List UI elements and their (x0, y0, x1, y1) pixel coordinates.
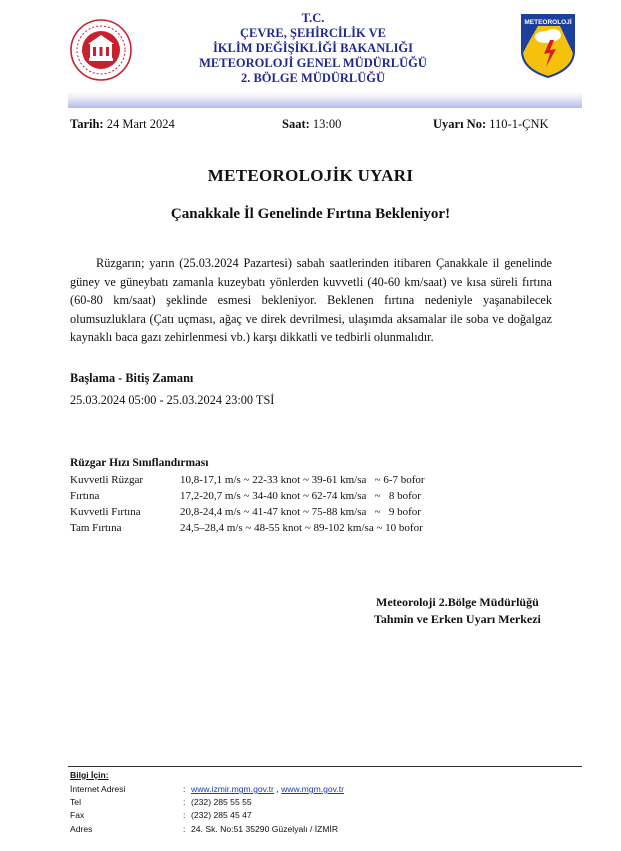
warning-number-field (433, 117, 549, 132)
time-value: 13:00 (312, 117, 342, 131)
date-value: 24 Mart 2024 (106, 117, 175, 131)
start-end-heading: Başlama - Bitiş Zamanı (70, 371, 194, 385)
header-title-block (140, 11, 486, 86)
meteoroloji-logo-text: METEOROLOJİ (524, 19, 572, 26)
time-label: Saat: (282, 117, 310, 131)
fax-label: Fax (70, 810, 85, 820)
footer-colon: : (183, 810, 186, 820)
header-ministry-line1: ÇEVRE, ŞEHİRCİLİK VE (240, 26, 386, 40)
address-label: Adres (70, 824, 93, 834)
wind-scale-name: Tam Fırtına (70, 522, 122, 534)
footer-heading: Bilgi İçin: (70, 770, 109, 780)
date-field (70, 117, 175, 132)
document-title: METEOROLOJİK UYARI (207, 166, 414, 185)
address-value: 24. Sk. No:51 35290 Güzelyalı / İZMİR (191, 824, 339, 834)
internet-label: İnternet Adresi (70, 784, 126, 794)
wind-scale-name: Fırtına (70, 490, 100, 502)
warning-number-value: 110-1-ÇNK (489, 117, 549, 131)
footer-colon: : (183, 824, 186, 834)
header-region: 2. BÖLGE MÜDÜRLÜĞÜ (240, 71, 386, 85)
footer-divider (68, 766, 582, 767)
wind-scale-name: Kuvvetli Fırtına (70, 506, 141, 518)
start-end-value: 25.03.2024 05:00 - 25.03.2024 23:00 TSİ (70, 393, 275, 407)
fax-value: (232) 285 45 47 (191, 810, 252, 820)
wind-scale-name: Kuvvetli Rüzgar (70, 474, 144, 486)
header-band (68, 92, 582, 108)
footer-colon: : (183, 784, 186, 794)
wind-scale-value: 24,5–28,4 m/s ~ 48-55 knot ~ 89-102 km/sa ~ 10 bofor (180, 522, 423, 534)
link-separator: , (273, 784, 282, 794)
ministry-logo (70, 19, 132, 81)
signature-office: Meteoroloji 2.Bölge Müdürlüğü (376, 595, 539, 609)
warning-body-text: Rüzgarın; yarın (25.03.2024 Pazartesi) sabah saatlerinden itibaren Çanakkale il genelinde güney ve güneybatı zamanla kuzeybatı yönlerden kuvvetli (40-60 km/saat) ve kısa süreli fırtına (60-80 km/saat) şeklinde esmesi bekleniyor. Beklenen fırtına nedeniyle yaşanabilecek olumsuzluklara (Çatı uçması, ağaç ve direk devrilmesi, ulaşımda aksamalar ile soba ve doğalgaz kaynaklı baca gazı zehirlenmesi vb.) karşı dikkatli ve tedbirli olunmalıdır. (70, 256, 552, 344)
tel-label: Tel (70, 797, 81, 807)
header-tc: T.C. (301, 11, 325, 25)
header-directorate: METEOROLOJİ GENEL MÜDÜRLÜĞÜ (199, 56, 427, 70)
time-field (282, 117, 341, 132)
tel-value: (232) 285 55 55 (191, 797, 252, 807)
internet-links (191, 784, 344, 794)
footer-colon: : (183, 797, 186, 807)
wind-scale-heading: Rüzgar Hızı Sınıflandırması (70, 457, 209, 469)
mgm-link[interactable]: www.mgm.gov.tr (281, 784, 344, 794)
wind-scale-value: 20,8-24,4 m/s ~ 41-47 knot ~ 75-88 km/sa ~ 9 bofor (180, 506, 421, 518)
signature-center: Tahmin ve Erken Uyarı Merkezi (374, 612, 541, 626)
date-label: Tarih: (70, 117, 104, 131)
warning-number-label: Uyarı No: (433, 117, 487, 131)
izmir-mgm-link[interactable]: www.izmir.mgm.gov.tr (191, 784, 274, 794)
header-ministry-line2: İKLİM DEĞİŞİKLİĞİ BAKANLIĞI (212, 41, 414, 55)
meteoroloji-logo (520, 13, 576, 79)
wind-scale-value: 17,2-20,7 m/s ~ 34-40 knot ~ 62-74 km/sa ~ 8 bofor (180, 490, 421, 502)
document-subtitle: Çanakkale İl Genelinde Fırtına Bekleniyor! (170, 206, 451, 222)
wind-scale-value: 10,8-17,1 m/s ~ 22-33 knot ~ 39-61 km/sa ~ 6-7 bofor (180, 474, 425, 486)
